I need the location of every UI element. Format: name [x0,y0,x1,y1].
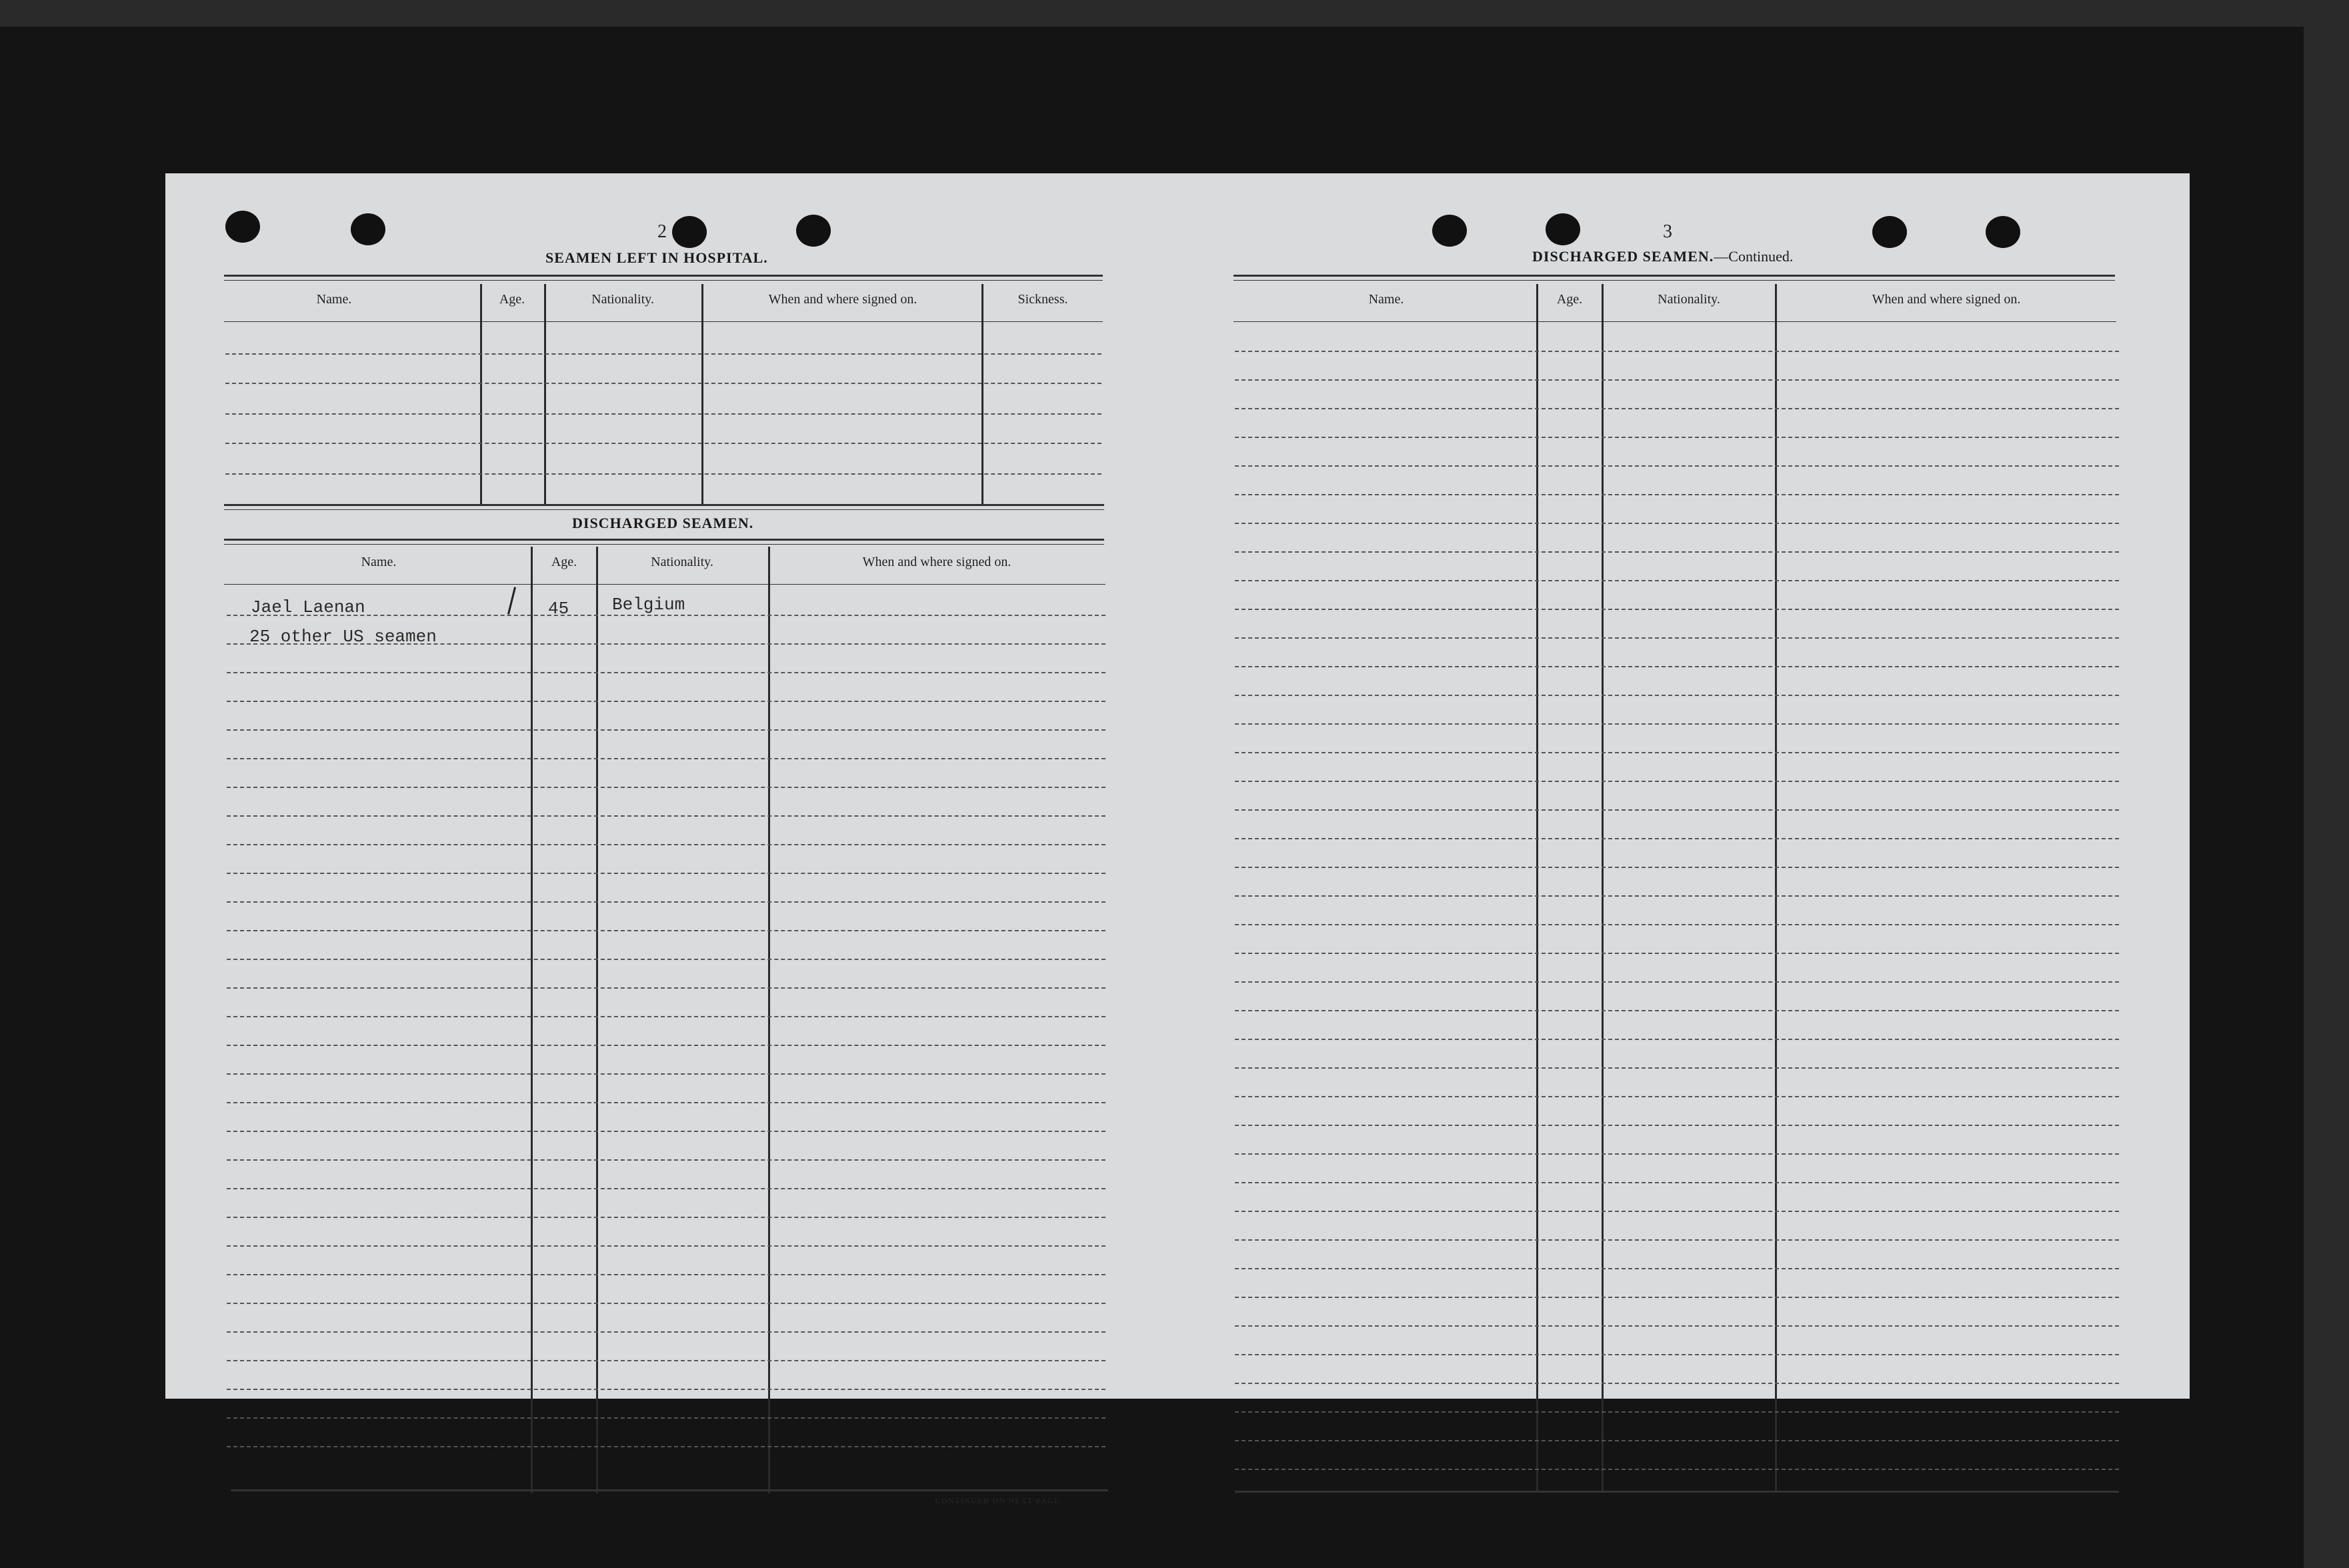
row-line [1235,867,2119,868]
row-line [1235,465,2119,467]
row-line [1235,1354,2119,1355]
column-divider [981,284,983,505]
column-header-name: Name. [1368,292,1404,307]
row-line [1235,609,2119,610]
row-line [1235,695,2119,696]
column-header-age: Age. [499,292,525,307]
punch-hole [796,215,831,247]
table-rule [224,539,1104,541]
row-line [227,1102,1105,1103]
row-line [225,383,1101,384]
row-line [227,1303,1105,1304]
row-line [227,787,1105,788]
row-line [227,1360,1105,1361]
row-line [227,1331,1105,1333]
row-line [1235,1096,2119,1097]
row-line [1235,1325,2119,1327]
row-line [1235,637,2119,639]
left-page [165,173,1179,1505]
row-line [227,729,1105,731]
row-line [227,1417,1105,1419]
row-line [1235,1383,2119,1384]
row-line [227,1446,1105,1447]
row-line [227,758,1105,759]
punch-hole [1546,213,1580,245]
row-line [1235,437,2119,438]
scan-edge-right [2304,0,2349,1568]
row-line [227,701,1105,702]
row-line [227,615,1105,616]
continued-note: CONTINUED ON NEXT PAGE. [935,1496,1063,1505]
row-line [1235,551,2119,553]
row-line [1235,723,2119,725]
row-line [225,443,1101,444]
punch-hole [672,216,707,248]
row-line [1235,1297,2119,1298]
entry-name: Jael Laenan [251,597,365,617]
row-line [1235,924,2119,925]
table-rule [224,504,1104,506]
row-line [227,643,1105,645]
column-header-age: Age. [1556,292,1583,307]
entry-nationality: Belgium [612,595,685,615]
row-line [227,1016,1105,1017]
row-line [1235,981,2119,983]
row-line [227,1217,1105,1218]
ink-tick-mark [507,587,516,614]
table-rule [1234,280,2115,281]
punch-hole [351,213,385,245]
row-line [227,1245,1105,1247]
row-line [1235,523,2119,524]
section-heading-discharged: DISCHARGED SEAMEN. [572,515,754,531]
row-line [1235,379,2119,381]
row-line [1235,1010,2119,1011]
row-line [227,1274,1105,1275]
table-rule [1234,275,2115,277]
row-line [227,1389,1105,1390]
row-line [225,353,1101,355]
scan-edge-top [0,0,2349,27]
row-line [1235,494,2119,495]
row-line [227,672,1105,673]
row-line [1235,895,2119,897]
row-line [1235,1039,2119,1040]
table-rule [224,584,1105,585]
row-line [227,815,1105,817]
column-header-signed-on: When and where signed on. [1872,292,2021,307]
row-line [1235,1440,2119,1441]
page-number: 2 [657,221,667,242]
row-line [1235,1411,2119,1413]
column-header-nationality: Nationality. [651,555,713,569]
punch-hole [225,211,260,243]
table-rule [224,321,1103,322]
heading-suffix: —Continued. [1714,248,1794,265]
row-line [227,1188,1105,1189]
punch-hole [1432,215,1467,247]
entry-name: 25 other US seamen [249,627,437,647]
row-line [1235,781,2119,782]
page-number: 3 [1663,221,1672,242]
row-line [227,1045,1105,1046]
column-divider [768,547,770,1493]
row-line [1235,953,2119,954]
row-line [225,473,1101,475]
table-rule [224,544,1104,545]
table-rule [1235,1491,2119,1493]
row-line [227,987,1105,989]
row-line [1235,1067,2119,1069]
column-header-signed-on: When and where signed on. [768,292,917,307]
row-line [1235,408,2119,409]
row-line [227,959,1105,960]
row-line [227,1073,1105,1075]
row-line [227,844,1105,845]
punch-hole [1986,216,2020,248]
row-line [1235,809,2119,811]
row-line [227,930,1105,931]
punch-hole [1872,216,1907,248]
column-header-nationality: Nationality. [1658,292,1720,307]
row-line [1235,1153,2119,1155]
heading-text: DISCHARGED SEAMEN. [1532,248,1714,265]
table-rule [1234,321,2116,322]
column-divider [701,284,703,505]
row-line [1235,580,2119,581]
column-header-name: Name. [316,292,352,307]
row-line [227,873,1105,874]
column-divider [544,284,546,505]
column-header-age: Age. [551,555,577,569]
row-line [227,901,1105,903]
table-rule [224,509,1104,510]
row-line [227,1159,1105,1161]
column-divider [480,284,482,505]
row-line [1235,666,2119,667]
section-heading-hospital: SEAMEN LEFT IN HOSPITAL. [545,249,768,266]
table-rule [224,280,1103,281]
row-line [1235,1182,2119,1183]
row-line [1235,1125,2119,1126]
table-rule [231,1489,1108,1491]
column-header-nationality: Nationality. [591,292,654,307]
row-line [1235,1211,2119,1212]
right-page [1179,173,2190,1399]
row-line [225,413,1101,415]
row-line [1235,838,2119,839]
row-line [1235,1239,2119,1241]
row-line [1235,351,2119,352]
row-line [1235,1268,2119,1269]
section-heading-discharged-continued [1532,248,1793,265]
row-line [1235,752,2119,753]
table-rule [224,275,1103,277]
ledger-sheet [165,173,2190,1505]
row-line [227,1131,1105,1132]
column-header-signed-on: When and where signed on. [862,555,1011,569]
column-divider [531,547,533,1493]
entry-age: 45 [548,599,569,619]
column-divider [596,547,598,1493]
column-header-name: Name. [361,555,397,569]
row-line [1235,1469,2119,1470]
column-header-sickness: Sickness. [1017,292,1068,307]
